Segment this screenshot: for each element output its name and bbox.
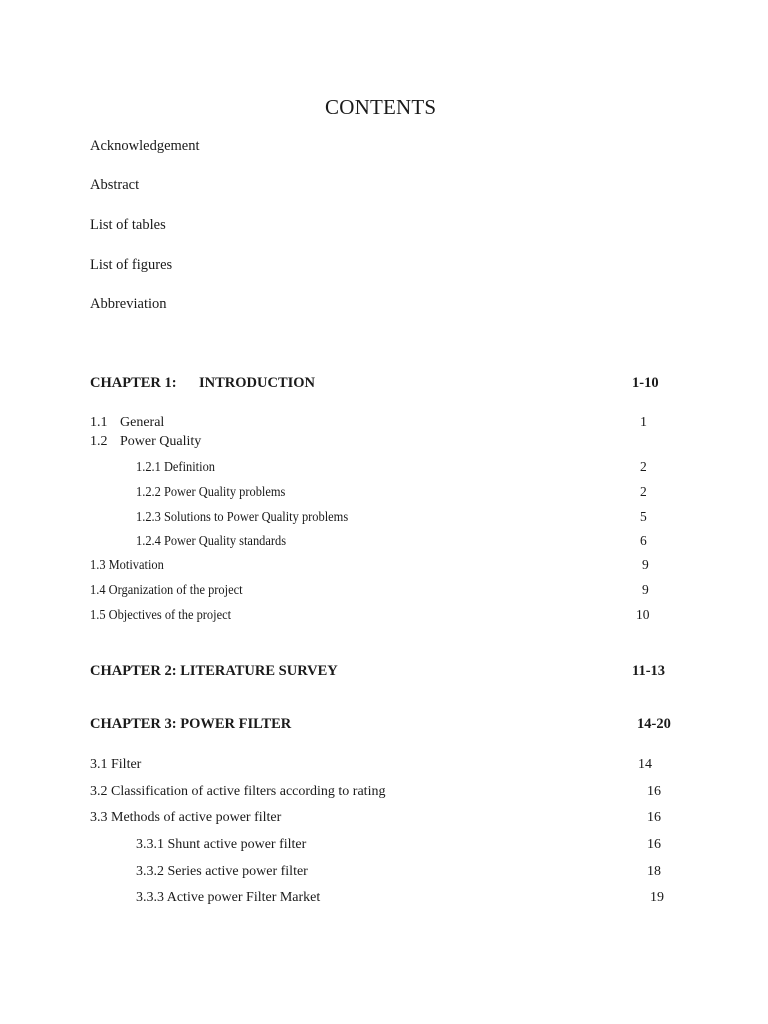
toc-entry-3-3-1[interactable]: 3.3.1 Shunt active power filter [136, 837, 307, 852]
chapter-1-pages: 1-10 [632, 375, 659, 391]
toc-list-of-tables[interactable]: List of tables [90, 217, 166, 233]
toc-entry-number: 1.1 [90, 415, 108, 430]
toc-abstract[interactable]: Abstract [90, 177, 140, 193]
toc-entry-1-2-4[interactable]: 1.2.4 Power Quality standards [136, 533, 287, 548]
toc-entry-3-3-2[interactable]: 3.3.2 Series active power filter [136, 864, 308, 879]
toc-entry-1-2-1[interactable]: 1.2.1 Definition [136, 459, 216, 474]
toc-entry-page: 9 [642, 582, 649, 597]
toc-entry-number: 1.2 [90, 434, 108, 449]
page-title: CONTENTS [325, 95, 437, 119]
toc-entry-3-1[interactable]: 3.1 Filter [90, 757, 142, 772]
toc-entry-1-2[interactable]: Power Quality [120, 434, 202, 449]
toc-entry-page: 1 [640, 415, 647, 430]
toc-entry-page: 14 [638, 757, 652, 772]
toc-entry-page: 10 [636, 607, 650, 622]
toc-entry-page: 18 [647, 864, 661, 879]
toc-entry-3-3[interactable]: 3.3 Methods of active power filter [90, 810, 282, 825]
toc-acknowledgement[interactable]: Acknowledgement [90, 138, 200, 154]
chapter-1-title[interactable]: INTRODUCTION [199, 375, 316, 391]
chapter-3-label[interactable]: CHAPTER 3: POWER FILTER [90, 716, 292, 732]
toc-entry-3-2[interactable]: 3.2 Classification of active filters according to rating [90, 784, 386, 799]
toc-entry-1-3[interactable]: 1.3 Motivation [90, 557, 164, 572]
toc-entry-3-3-3[interactable]: 3.3.3 Active power Filter Market [136, 890, 321, 905]
toc-entry-1-2-2[interactable]: 1.2.2 Power Quality problems [136, 484, 286, 499]
toc-entry-page: 6 [640, 533, 647, 548]
toc-entry-page: 16 [647, 810, 661, 825]
toc-entry-1-1[interactable]: General [120, 415, 165, 430]
chapter-3-pages: 14-20 [637, 716, 671, 732]
chapter-2-label[interactable]: CHAPTER 2: LITERATURE SURVEY [90, 663, 338, 679]
chapter-2-pages: 11-13 [632, 663, 666, 679]
toc-entry-1-4[interactable]: 1.4 Organization of the project [90, 582, 243, 597]
toc-entry-page: 2 [640, 459, 647, 474]
toc-entry-page: 16 [647, 784, 661, 799]
toc-entry-1-2-3[interactable]: 1.2.3 Solutions to Power Quality problems [136, 509, 349, 524]
toc-entry-page: 16 [647, 837, 661, 852]
toc-list-of-figures[interactable]: List of figures [90, 257, 173, 273]
toc-entry-page: 2 [640, 484, 647, 499]
toc-entry-page: 5 [640, 509, 647, 524]
toc-entry-page: 19 [650, 890, 664, 905]
toc-abbreviation[interactable]: Abbreviation [90, 296, 167, 312]
toc-entry-page: 9 [642, 557, 649, 572]
toc-entry-1-5[interactable]: 1.5 Objectives of the project [90, 607, 232, 622]
chapter-1-label[interactable]: CHAPTER 1: [90, 375, 177, 391]
